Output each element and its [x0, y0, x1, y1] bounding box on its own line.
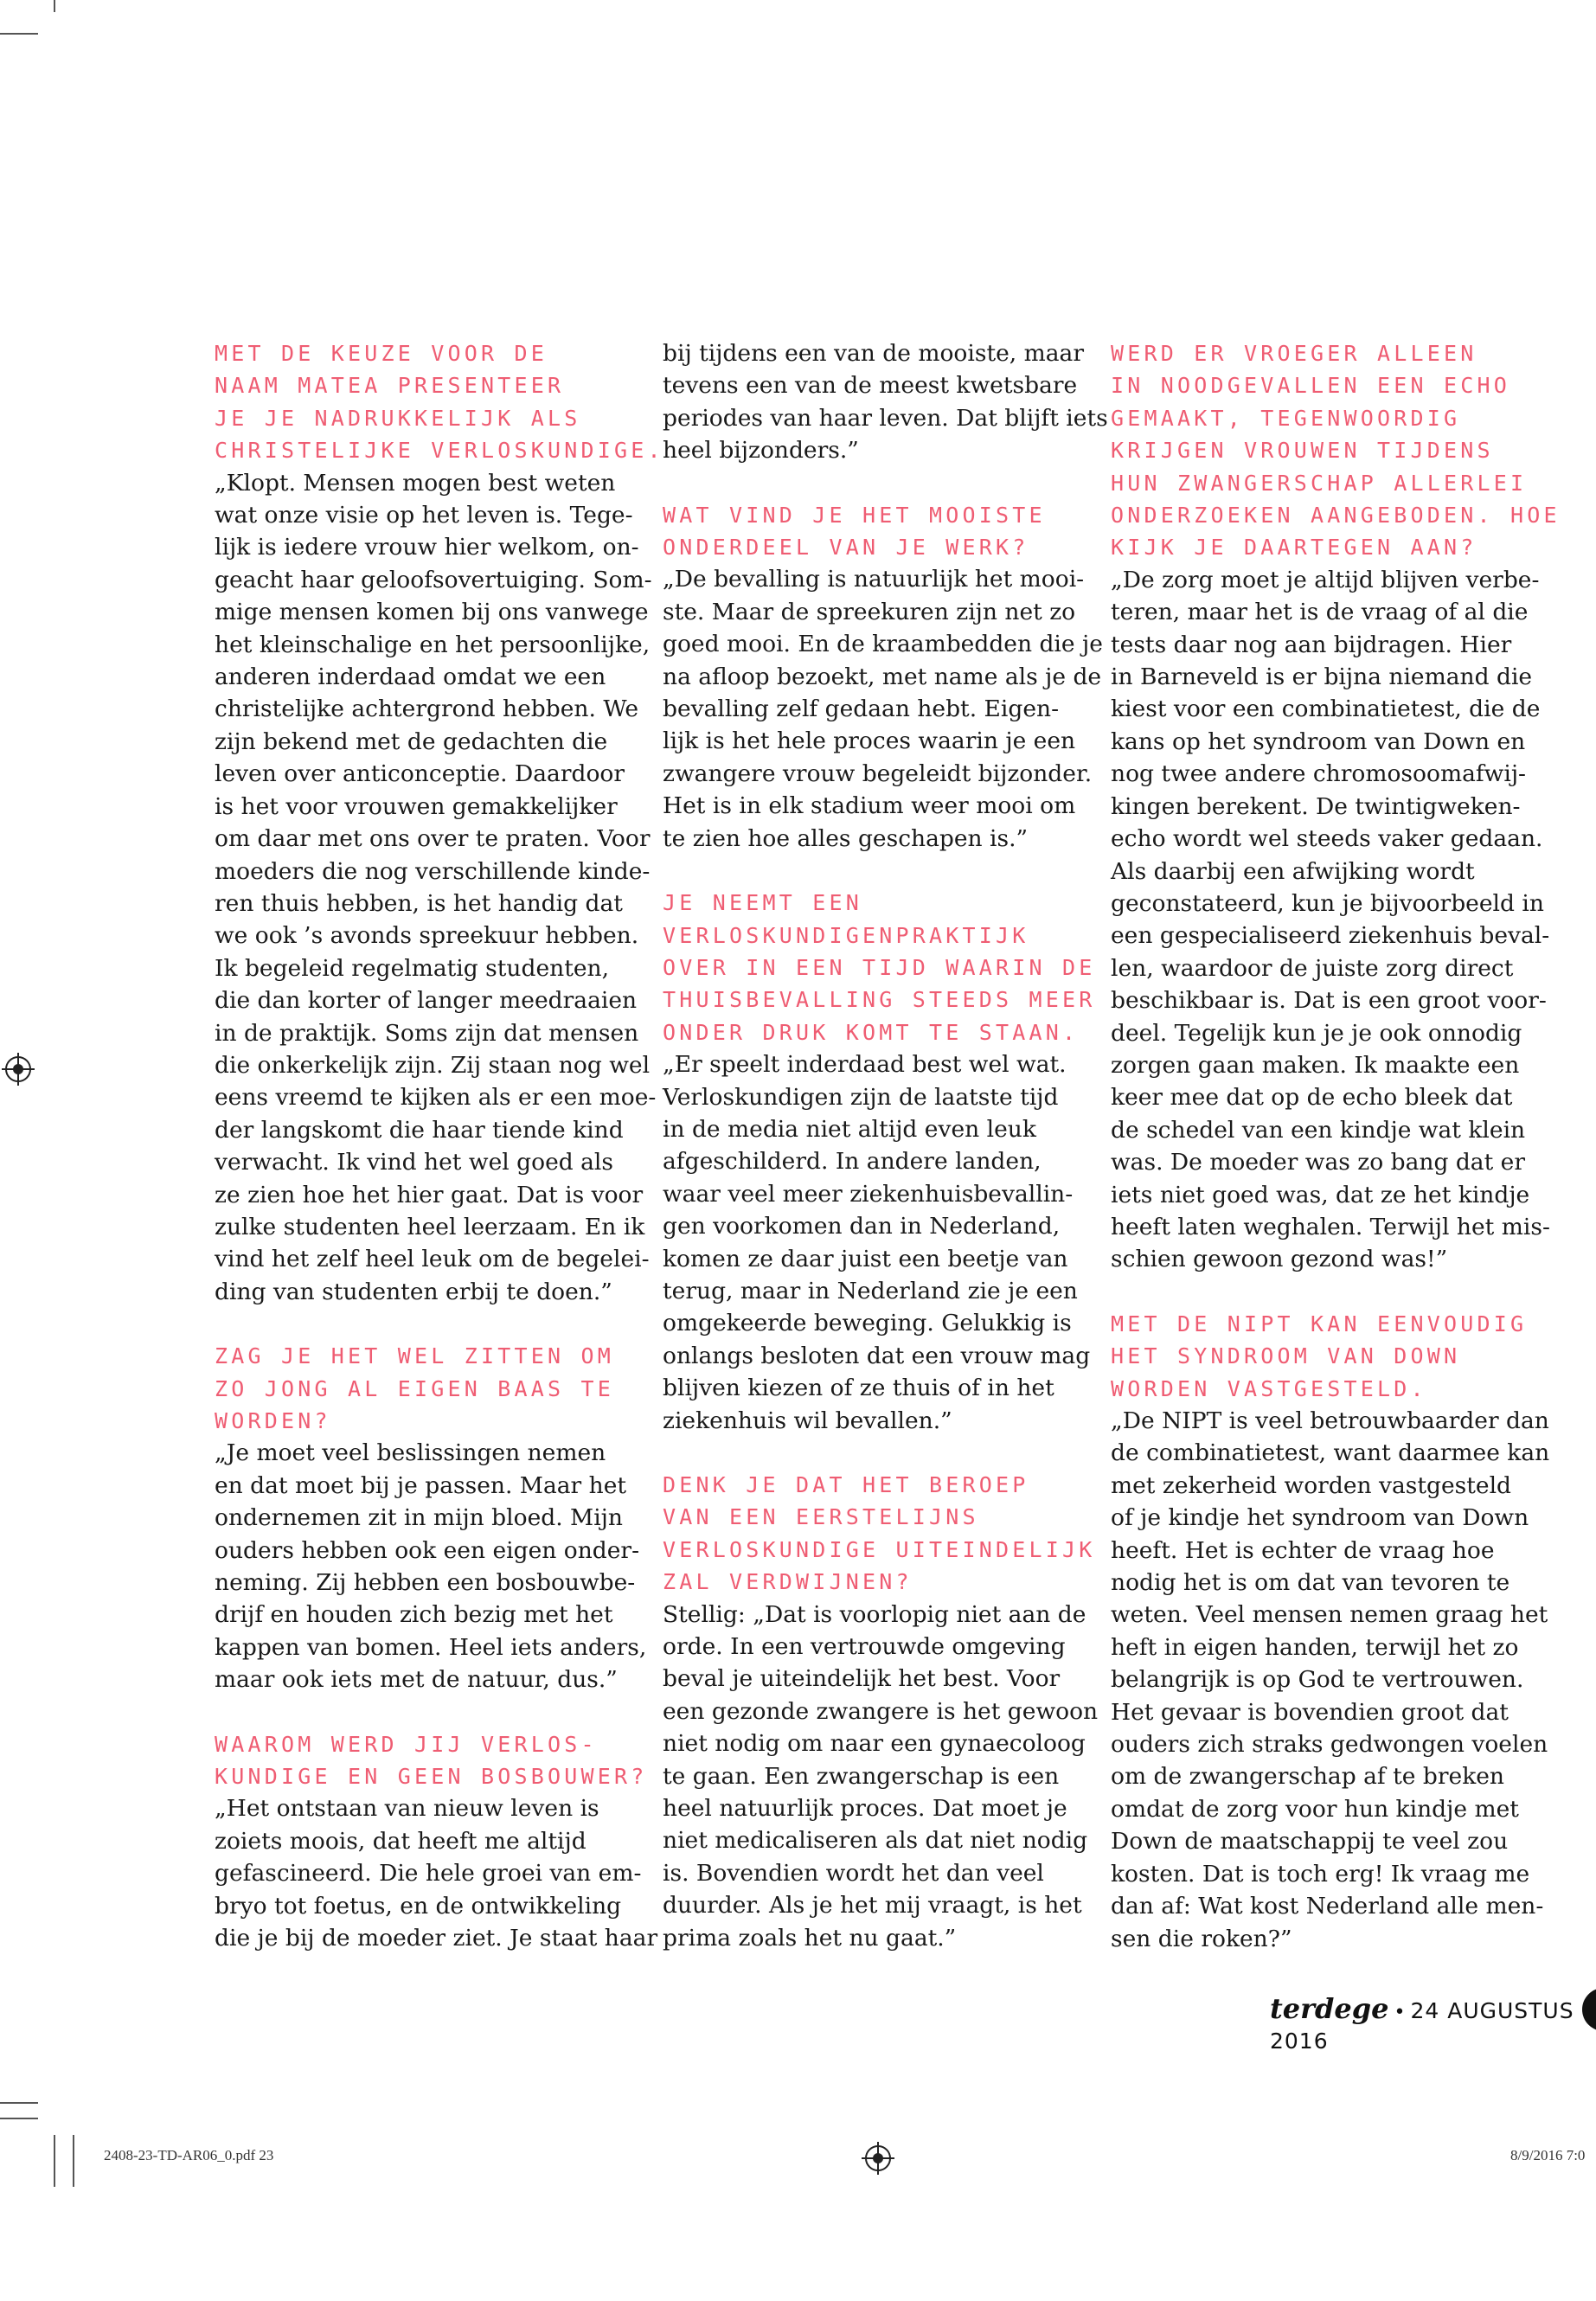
text-line: kappen van bomen. Heel iets anders, [215, 1633, 647, 1661]
text-line: der langskomt die haar tiende kind [215, 1116, 624, 1144]
text-line: sen die roken?” [1111, 1925, 1292, 1952]
text-line: lijk is iedere vrouw hier welkom, on- [215, 534, 639, 561]
text-line: in de praktijk. Soms zijn dat mensen [215, 1019, 639, 1047]
text-line: JE NEEMT EEN [663, 890, 863, 916]
text-line: de schedel van een kindje wat klein [1111, 1116, 1526, 1144]
text-line: mige mensen komen bij ons vanwege [215, 599, 649, 626]
text-line: „Klopt. Mensen mogen best weten [215, 469, 616, 497]
text-line: omdat de zorg voor hun kindje met [1111, 1795, 1519, 1823]
crop-mark [54, 0, 55, 12]
text-line: GEMAAKT, TEGENWOORDIG [1111, 405, 1461, 431]
text-line: gefascineerd. Die hele groei van em- [215, 1860, 642, 1888]
text-line: heeft. Het is echter de vraag hoe [1111, 1536, 1495, 1564]
text-line: KUNDIGE EN GEEN BOSBOUWER? [215, 1764, 648, 1790]
text-line: heel bijzonders.” [663, 437, 859, 465]
text-line: WAAROM WERD JIJ VERLOS- [215, 1731, 598, 1757]
text-line: Het is in elk stadium weer mooi om [663, 792, 1076, 820]
issue-date: 24 AUGUSTUS 2016 [1270, 1998, 1574, 2054]
text-line: KIJK JE DAARTEGEN AAN? [1111, 535, 1477, 561]
text-line: zulke studenten heel leerzaam. En ik [215, 1213, 645, 1240]
text-line: NAAM MATEA PRESENTEER [215, 373, 565, 399]
text-line: we ook ’s avonds spreekuur hebben. [215, 922, 639, 950]
text-line: ren thuis hebben, is het handig dat [215, 889, 623, 917]
text-line: geconstateerd, kun je bijvoorbeeld in [1111, 889, 1544, 917]
text-line: wat onze visie op het leven is. Tege- [215, 502, 633, 529]
interview-question [663, 1469, 1096, 1599]
text-line: maar ook iets met de natuur, dus.” [215, 1666, 618, 1694]
text-line: HUN ZWANGERSCHAP ALLERLEI [1111, 470, 1528, 496]
text-line: Ik begeleid regelmatig studenten, [215, 954, 610, 982]
text-line: VERLOSKUNDIGENPRAKTIJK [663, 922, 1029, 948]
text-line: niet nodig om naar een gynaecoloog [663, 1730, 1086, 1758]
text-line: MET DE NIPT KAN EENVOUDIG [1111, 1311, 1528, 1336]
interview-answer [663, 337, 1108, 467]
text-line: weten. Veel mensen nemen graag het [1111, 1601, 1548, 1629]
text-line: was. De moeder was zo bang dat er [1111, 1149, 1526, 1176]
text-line: WORDEN VASTGESTELD. [1111, 1375, 1427, 1401]
interview-answer [663, 1048, 1091, 1437]
interview-question [663, 887, 1096, 1048]
text-line: ziekenhuis wil bevallen.” [663, 1407, 952, 1434]
article-column-3 [1111, 337, 1561, 1987]
text-line: THUISBEVALLING STEEDS MEER [663, 987, 1096, 1013]
text-line: zijn bekend met de gedachten die [215, 727, 608, 755]
text-line: echo wordt wel steeds vaker gedaan. [1111, 825, 1543, 853]
text-line: is. Bovendien wordt het dan veel [663, 1859, 1044, 1887]
text-line: ouders hebben ook een eigen onder- [215, 1536, 640, 1564]
text-line: zorgen gaan maken. Ik maakte een [1111, 1051, 1520, 1079]
text-line: neming. Zij hebben een bosbouwbe- [215, 1569, 636, 1597]
text-line: kosten. Dat is toch erg! Ik vraag me [1111, 1860, 1530, 1888]
text-line: deel. Tegelijk kun je je ook onnodig [1111, 1019, 1522, 1047]
text-line: duurder. Als je het mij vraagt, is het [663, 1892, 1082, 1920]
text-line: ondernemen zit in mijn bloed. Mijn [215, 1504, 623, 1532]
text-line: ze zien hoe het hier gaat. Dat is voor [215, 1181, 644, 1208]
slug-date: 8/9/2016 7:0 [1510, 2147, 1586, 2163]
text-line: OVER IN EEN TIJD WAARIN DE [663, 954, 1096, 980]
text-line: CHRISTELIJKE VERLOSKUNDIGE. [215, 438, 664, 464]
text-line: waar veel meer ziekenhuisbevallin- [663, 1180, 1074, 1208]
text-line: bij tijdens een van de mooiste, maar [663, 340, 1085, 367]
text-line: Het gevaar is bovendien groot dat [1111, 1698, 1509, 1726]
text-line: keer mee dat op de echo bleek dat [1111, 1084, 1513, 1112]
text-line: beval je uiteindelijk het best. Voor [663, 1665, 1061, 1693]
text-line: goed mooi. En de kraambedden die je [663, 631, 1103, 658]
text-line: gen voorkomen dan in Nederland, [663, 1213, 1061, 1240]
text-line: „Het ontstaan van nieuw leven is [215, 1795, 599, 1823]
text-line: niet medicaliseren als dat niet nodig [663, 1827, 1088, 1855]
interview-answer [215, 1792, 658, 1954]
text-line: iets niet goed was, dat ze het kindje [1111, 1181, 1530, 1208]
interview-question [215, 1340, 634, 1437]
text-line: terug, maar in Nederland zie je een [663, 1277, 1078, 1304]
interview-question [1111, 1308, 1526, 1405]
interview-answer [663, 1599, 1099, 1954]
text-line: lijk is het hele proces waarin je een [663, 727, 1076, 755]
crop-mark [0, 33, 38, 35]
text-line: ZO JONG AL EIGEN BAAS TE [215, 1375, 615, 1401]
text-line: teren, maar het is de vraag of al die [1111, 599, 1529, 626]
text-line: christelijke achtergrond hebben. We [215, 695, 639, 723]
text-line: belangrijk is op God te vertrouwen. [1111, 1666, 1524, 1694]
interview-answer [215, 1437, 647, 1695]
interview-answer [1111, 1405, 1550, 1955]
footer-separator: • [1394, 2002, 1406, 2023]
text-line: of je kindje het syndroom van Down [1111, 1504, 1529, 1532]
text-line: JE JE NADRUKKELIJK ALS [215, 405, 581, 431]
text-line: na afloop bezoekt, met name als je de [663, 663, 1102, 690]
text-line: bryo tot foetus, en de ontwikkeling [215, 1892, 622, 1920]
text-line: geacht haar geloofsovertuiging. Som- [215, 566, 652, 593]
text-line: kingen berekent. De twintigweken- [1111, 792, 1521, 820]
text-line: WAT VIND JE HET MOOISTE [663, 502, 1046, 528]
text-line: DENK JE DAT HET BEROEP [663, 1472, 1029, 1497]
text-line: omgekeerde beweging. Gelukkig is [663, 1310, 1072, 1337]
article-column-1 [215, 337, 664, 1987]
text-line: heeft laten weghalen. Terwijl het mis- [1111, 1213, 1550, 1240]
registration-mark-icon [5, 1056, 31, 1082]
interview-question [663, 499, 1082, 564]
text-line: die onkerkelijk zijn. Zij staan nog wel [215, 1051, 651, 1079]
text-line: ONDER DRUK KOMT TE STAAN. [663, 1019, 1080, 1045]
text-line: ding van studenten erbij te doen.” [215, 1278, 612, 1305]
text-line: om de zwangerschap af te breken [1111, 1763, 1505, 1791]
text-line: drijf en houden zich bezig met het [215, 1601, 613, 1629]
registration-mark-icon [865, 2145, 891, 2171]
interview-answer [663, 563, 1103, 855]
text-line: VAN EEN EERSTELIJNS [663, 1504, 979, 1530]
text-line: zwangere vrouw begeleidt bijzonder. [663, 760, 1093, 787]
text-line: „De NIPT is veel betrouwbaarder dan [1111, 1407, 1549, 1434]
text-line: blijven kiezen of ze thuis of in het [663, 1375, 1054, 1402]
text-line: heel natuurlijk proces. Dat moet je [663, 1795, 1067, 1823]
interview-question [215, 337, 664, 467]
text-line: beschikbaar is. Dat is een groot voor- [1111, 987, 1547, 1015]
text-line: in Barneveld is er bijna niemand die [1111, 663, 1533, 691]
text-line: die dan korter of langer meedraaien [215, 987, 638, 1015]
crop-mark [0, 2102, 38, 2104]
text-line: ouders zich straks gedwongen voelen [1111, 1731, 1548, 1759]
text-line: onlangs besloten dat een vrouw mag [663, 1342, 1091, 1369]
text-line: die je bij de moeder ziet. Je staat haar [215, 1925, 658, 1952]
text-line: „De bevalling is natuurlijk het mooi- [663, 566, 1085, 593]
text-line: verwacht. Ik vind het wel goed als [215, 1149, 614, 1176]
text-line: „De zorg moet je altijd blijven verbe- [1111, 566, 1540, 593]
text-line: het kleinschalige en het persoonlijke, [215, 631, 651, 658]
article-column-2 [663, 337, 1108, 1986]
interview-answer [215, 467, 657, 1309]
text-line: ZAG JE HET WEL ZITTEN OM [215, 1343, 615, 1369]
text-line: Als daarbij een afwijking wordt [1111, 857, 1475, 885]
text-line: ZAL VERDWIJNEN? [663, 1569, 913, 1595]
interview-answer [1111, 564, 1550, 1276]
text-line: vind het zelf heel leuk om de begelei- [215, 1246, 650, 1273]
interview-question [1111, 337, 1561, 564]
text-line: dan af: Wat kost Nederland alle men- [1111, 1893, 1544, 1920]
crop-mark [0, 2118, 38, 2119]
text-line: tests daar nog aan bijdragen. Hier [1111, 631, 1512, 658]
text-line: IN NOODGEVALLEN EEN ECHO [1111, 373, 1511, 399]
text-line: afgeschilderd. In andere landen, [663, 1148, 1042, 1176]
text-line: len, waardoor de juiste zorg direct [1111, 954, 1514, 982]
text-line: ste. Maar de spreekuren zijn net zo [663, 598, 1076, 625]
text-line: eens vreemd te kijken als er een moe- [215, 1084, 657, 1112]
text-line: met zekerheid worden vastgesteld [1111, 1471, 1512, 1499]
slug-filename: 2408-23-TD-AR06_0.pdf 23 [104, 2147, 274, 2163]
text-line: te gaan. Een zwangerschap is een [663, 1762, 1060, 1790]
text-line: zoiets moois, dat heeft me altijd [215, 1827, 586, 1855]
text-line: VERLOSKUNDIGE UITEINDELIJK [663, 1536, 1096, 1562]
text-line: te zien hoe alles geschapen is.” [663, 824, 1029, 852]
text-line: „Er speelt inderdaad best wel wat. [663, 1051, 1067, 1079]
text-line: bevalling zelf gedaan hebt. Eigen- [663, 695, 1060, 723]
text-line: HET SYNDROOM VAN DOWN [1111, 1343, 1461, 1369]
text-line: tevens een van de meest kwetsbare [663, 372, 1078, 400]
text-line: WERD ER VROEGER ALLEEN [1111, 341, 1477, 366]
text-line: prima zoals het nu gaat.” [663, 1924, 957, 1952]
text-line: leven over anticonceptie. Daardoor [215, 760, 625, 788]
text-line: moeders die nog verschillende kinde- [215, 857, 651, 885]
text-line: anderen inderdaad omdat we een [215, 663, 606, 691]
text-line: de combinatietest, want daarmee kan [1111, 1439, 1550, 1467]
text-line: in de media niet altijd even leuk [663, 1115, 1036, 1143]
text-line: KRIJGEN VROUWEN TIJDENS [1111, 438, 1494, 464]
text-line: orde. In een vertrouwde omgeving [663, 1633, 1066, 1661]
text-line: WORDEN? [215, 1408, 331, 1433]
text-line: kans op het syndroom van Down en [1111, 727, 1526, 755]
text-line: een gespecialiseerd ziekenhuis beval- [1111, 922, 1550, 950]
text-line: heft in eigen handen, terwijl het zo [1111, 1633, 1519, 1661]
text-line: een gezonde zwangere is het gewoon [663, 1697, 1099, 1725]
text-line: periodes van haar leven. Dat blijft iets [663, 404, 1108, 432]
crop-mark [73, 2135, 74, 2187]
text-line: kiest voor een combinatietest, die de [1111, 695, 1541, 723]
text-line: Stellig: „Dat is voorlopig niet aan de [663, 1600, 1086, 1628]
text-line: komen ze daar juist een beetje van [663, 1245, 1068, 1272]
text-line: Verloskundigen zijn de laatste tijd [663, 1083, 1059, 1111]
text-line: nog twee andere chromosoomafwij- [1111, 760, 1527, 788]
text-line: „Je moet veel beslissingen nemen [215, 1439, 606, 1467]
page-footer [1270, 1992, 1596, 2055]
interview-question [215, 1728, 648, 1793]
text-line: ONDERZOEKEN AANGEBODEN. HOE [1111, 503, 1561, 529]
text-line: Down de maatschappij te veel zou [1111, 1828, 1509, 1856]
text-line: nodig het is om dat van tevoren te [1111, 1569, 1510, 1597]
text-line: ONDERDEEL VAN JE WERK? [663, 535, 1029, 561]
text-line: om daar met ons over te praten. Voor [215, 825, 651, 853]
text-line: is het voor vrouwen gemakkelijker [215, 792, 618, 820]
text-line: en dat moet bij je passen. Maar het [215, 1471, 627, 1499]
text-line: schien gewoon gezond was!” [1111, 1246, 1448, 1273]
text-line: MET DE KEUZE VOOR DE [215, 341, 548, 366]
crop-mark [54, 2135, 55, 2187]
magazine-logo: terdege [1270, 1992, 1389, 2025]
